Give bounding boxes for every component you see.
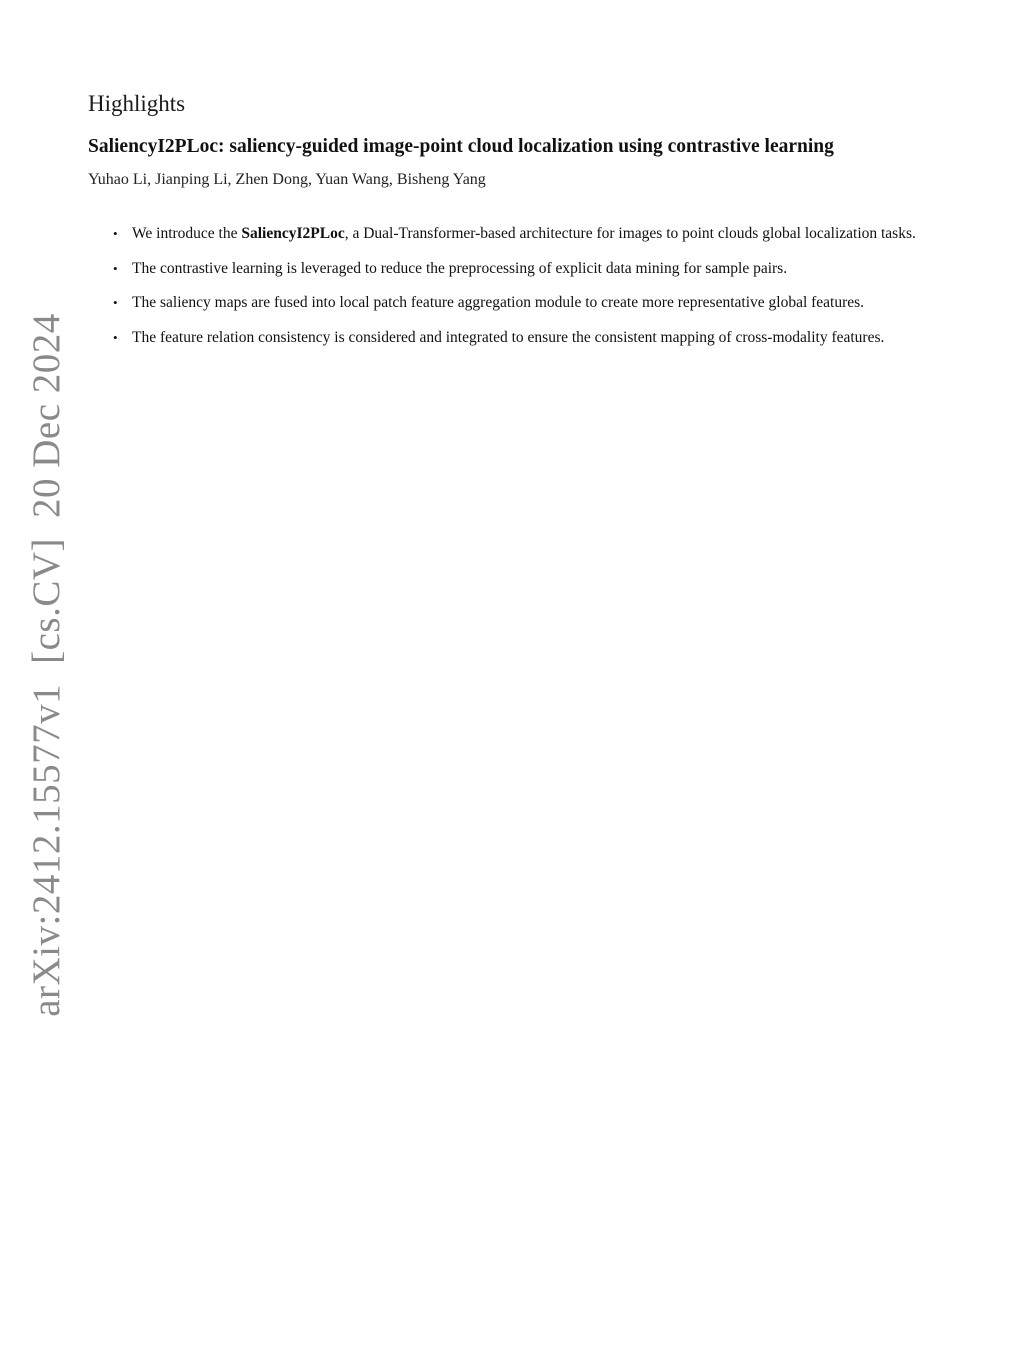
arxiv-category: [cs.CV] bbox=[25, 538, 68, 664]
highlights-list bbox=[113, 224, 936, 348]
highlight-item bbox=[113, 224, 936, 245]
highlight-text-continued: , a Dual-Transformer-based architecture for images to point clouds global localization tasks. bbox=[344, 225, 916, 242]
highlight-bold-term: SaliencyI2PLoc bbox=[241, 225, 345, 242]
arxiv-date: 20 Dec 2024 bbox=[25, 313, 68, 519]
paper-title: SaliencyI2PLoc: saliency-guided image-point cloud localization using contrastive learning bbox=[88, 136, 834, 157]
author-list: Yuhao Li, Jianping Li, Zhen Dong, Yuan Wang, Bisheng Yang bbox=[88, 171, 486, 188]
highlight-item bbox=[113, 293, 936, 314]
highlight-text: We introduce the bbox=[132, 225, 242, 242]
arxiv-stamp bbox=[25, 313, 69, 1017]
highlight-item bbox=[113, 328, 936, 349]
bullet-icon: • bbox=[113, 226, 118, 241]
highlight-text: The contrastive learning is leveraged to reduce the preprocessing of explicit data mining for sample pairs. bbox=[132, 259, 788, 277]
bullet-icon: • bbox=[113, 260, 118, 276]
highlight-text: The feature relation consistency is considered and integrated to ensure the consistent mapping of cross-modality features. bbox=[132, 328, 885, 346]
bullet-icon: • bbox=[113, 329, 118, 345]
highlight-item bbox=[113, 259, 936, 280]
highlight-text: The saliency maps are fused into local patch feature aggregation module to create more representative global features. bbox=[132, 294, 865, 311]
section-heading: Highlights bbox=[88, 91, 186, 116]
bullet-icon: • bbox=[113, 295, 118, 310]
arxiv-id: arXiv:2412.15577v1 bbox=[25, 683, 68, 1017]
